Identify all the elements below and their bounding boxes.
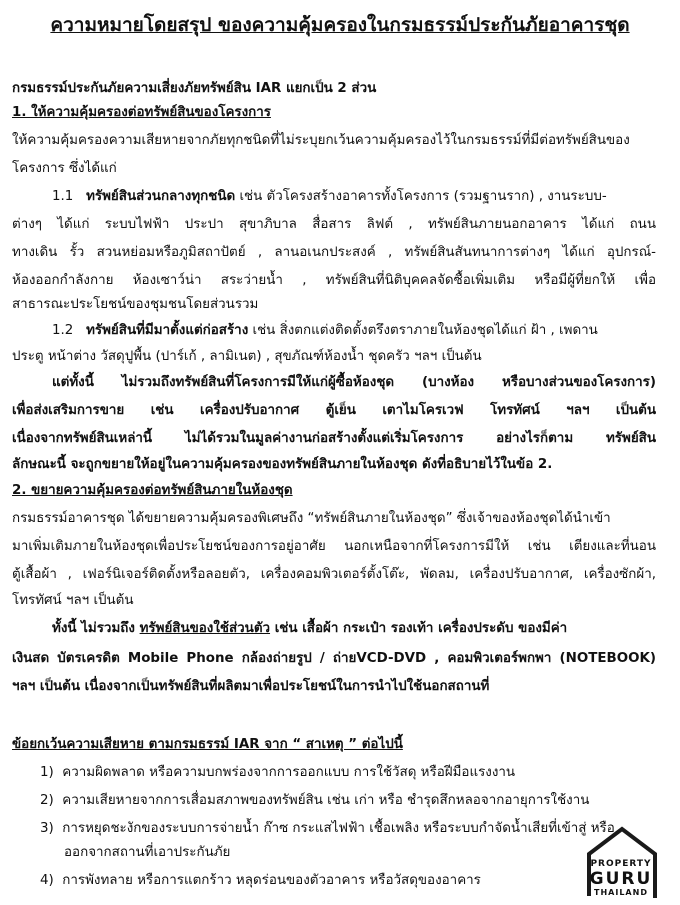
exclusion-item bbox=[40, 764, 656, 782]
logo-text: PROPERTY bbox=[590, 859, 652, 869]
personal-items-term: ทรัพย์สินของใช้ส่วนตัว bbox=[139, 621, 271, 636]
intro-text: กรมธรรม์ประกันภัยความเสี่ยงภัยทรัพย์สิน IAR แยกเป็น 2 ส่วน bbox=[12, 81, 377, 96]
item-text: การพังทลาย หรือการแตกร้าว หลุดร่อนของตัวอาคาร หรือวัสดุของอาคาร bbox=[62, 873, 481, 888]
exclusion-note bbox=[52, 620, 656, 638]
item-text: ความเสียหายจากการเสื่อมสภาพของทรัพย์สิน เช่น เก่า หรือ ชำรุดสึกหลอจากอายุการใช้งาน bbox=[62, 793, 590, 808]
paragraph-line: ทางเดิน รั้ว สวนหย่อมหรือภูมิสถาปัตย์ , ลานอเนกประสงค์ , ทรัพย์สินสันทนาการต่างๆ ได้แก่ อุปกรณ์- bbox=[12, 245, 656, 260]
paragraph-line: โทรทัศน์ ฯลฯ เป็นต้น bbox=[12, 593, 134, 608]
item-title: ทรัพย์สินส่วนกลางทุกชนิด bbox=[86, 189, 236, 204]
section-2-heading: 2. ขยายความคุ้มครองต่อทรัพย์สินภายในห้องชุด bbox=[12, 483, 293, 498]
logo-text: GURU bbox=[589, 869, 653, 889]
item-1-1 bbox=[52, 188, 656, 206]
item-number: 4) bbox=[40, 873, 54, 888]
note-text: ทั้งนี้ ไม่รวมถึง bbox=[52, 621, 140, 636]
item-title: ทรัพย์สินที่มีมาตั้งแต่ก่อสร้าง bbox=[86, 323, 249, 338]
item-number: 2) bbox=[40, 793, 54, 808]
paragraph-line: ให้ความคุ้มครองความเสียหายจากภัยทุกชนิดที่ไม่ระบุยกเว้นความคุ้มครองไว้ในกรมธรรม์ที่มีต่อทรัพย์สินของ bbox=[12, 133, 630, 148]
note-line: เงินสด บัตรเครดิต Mobile Phone กล้องถ่ายรูป / ถ่ายVCD-DVD , คอมพิวเตอร์พกพา (NOTEBOOK) bbox=[12, 651, 656, 666]
item-text: เช่น ตัวโครงสร้างอาคารทั้งโครงการ (รวมฐานราก) , งานระบบ- bbox=[235, 189, 607, 204]
note-line: เพื่อส่งเสริมการขาย เช่น เครื่องปรับอากาศ ตู้เย็น เตาไมโครเวฟ โทรทัศน์ ฯลฯ เป็นต้น bbox=[12, 403, 656, 418]
logo-text: THAILAND bbox=[594, 888, 648, 897]
item-text: เช่น สิ่งตกแต่งติดตั้งตรึงตราภายในห้องชุดได้แก่ ฝ้า , เพดาน bbox=[248, 323, 598, 338]
exclusions-heading: ข้อยกเว้นความเสียหาย ตามกรมธรรม์ IAR จาก “ สาเหตุ ” ต่อไปนี้ bbox=[12, 737, 403, 752]
note-line: ฯลฯ เป็นต้น เนื่องจากเป็นทรัพย์สินที่ผลิตมาเพื่อประโยชน์ในการนำไปใช้นอกสถานที่ bbox=[12, 679, 490, 694]
exclusion-item bbox=[40, 792, 656, 810]
paragraph-line: ตู้เสื้อผ้า , เฟอร์นิเจอร์ติดตั้งหรือลอยตัว, เครื่องคอมพิวเตอร์ตั้งโต๊ะ, พัดลม, เครื่องปรับอากาศ, เครื่องซักผ้า, bbox=[12, 567, 656, 582]
item-number: 1.1 bbox=[52, 189, 74, 204]
item-number: 1.2 bbox=[52, 323, 74, 338]
note-line: เนื่องจากทรัพย์สินเหล่านี้ ไม่ได้รวมในมูลค่างานก่อสร้างตั้งแต่เริ่มโครงการ อย่างไรก็ตาม ทรัพย์สิน bbox=[12, 431, 656, 446]
item-number: 1) bbox=[40, 765, 54, 780]
section-1-heading: 1. ให้ความคุ้มครองต่อทรัพย์สินของโครงการ bbox=[12, 105, 271, 120]
paragraph-line: ต่างๆ ได้แก่ ระบบไฟฟ้า ประปา สุขาภิบาล สื่อสาร ลิฟต์ , ทรัพย์สินภายนอกอาคาร ได้แก่ ถนน bbox=[12, 217, 656, 232]
document-title: ความหมายโดยสรุป ของความคุ้มครองในกรมธรรม์ประกันภัยอาคารชุด bbox=[50, 14, 630, 36]
exclusion-item-continued: ออกจากสถานที่เอาประกันภัย bbox=[64, 845, 231, 860]
note-line: แต่ทั้งนี้ ไม่รวมถึงทรัพย์สินที่โครงการมีให้แก่ผู้ซื้อห้องชุด (บางห้อง หรือบางส่วนของโครงการ) bbox=[52, 375, 656, 390]
exclusion-item bbox=[40, 872, 656, 890]
paragraph-line: กรมธรรม์อาคารชุด ได้ขยายความคุ้มครองพิเศษถึง “ทรัพย์สินภายในห้องชุด” ซึ่งเจ้าของห้องชุดได้นำเข้า bbox=[12, 511, 611, 526]
exclusion-item bbox=[40, 820, 656, 838]
paragraph-line: มาเพิ่มเติมภายในห้องชุดเพื่อประโยชน์ของการอยู่อาศัย นอกเหนือจากที่โครงการมีให้ เช่น เตียงและที่นอน bbox=[12, 539, 656, 554]
paragraph-line: โครงการ ซึ่งได้แก่ bbox=[12, 161, 117, 176]
item-number: 3) bbox=[40, 821, 54, 836]
note-text: เช่น เสื้อผ้า กระเป๋า รองเท้า เครื่องประดับ ของมีค่า bbox=[270, 621, 568, 636]
paragraph-line: สาธารณะประโยชน์ของชุมชนโดยส่วนรวม bbox=[12, 297, 259, 312]
note-line: ลักษณะนี้ จะถูกขยายให้อยู่ในความคุ้มครองของทรัพย์สินภายในห้องชุด ดังที่อธิบายไว้ในข้อ 2. bbox=[12, 457, 553, 472]
property-guru-logo bbox=[586, 826, 658, 900]
item-1-2 bbox=[52, 322, 656, 340]
paragraph-line: ห้องออกกำลังกาย ห้องเซาว์น่า สระว่ายน้ำ , ทรัพย์สินที่นิติบุคคลจัดซื้อเพิ่มเติม หรือมีผู้ที่ยกให้ เพื่อ bbox=[12, 273, 656, 288]
item-text: ความผิดพลาด หรือความบกพร่องจากการออกแบบ การใช้วัสดุ หรือฝีมือแรงงาน bbox=[62, 765, 516, 780]
item-text: การหยุดชะงักของระบบการจ่ายน้ำ ก๊าซ กระแสไฟฟ้า เชื้อเพลิง หรือระบบกำจัดน้ำเสียที่เข้าสู่ หรือ bbox=[62, 821, 615, 836]
paragraph-line: ประตู หน้าต่าง วัสดุปูพื้น (ปาร์เก้ , ลามิเนต) , สุขภัณฑ์ห้องน้ำ ชุดครัว ฯลฯ เป็นต้น bbox=[12, 349, 482, 364]
